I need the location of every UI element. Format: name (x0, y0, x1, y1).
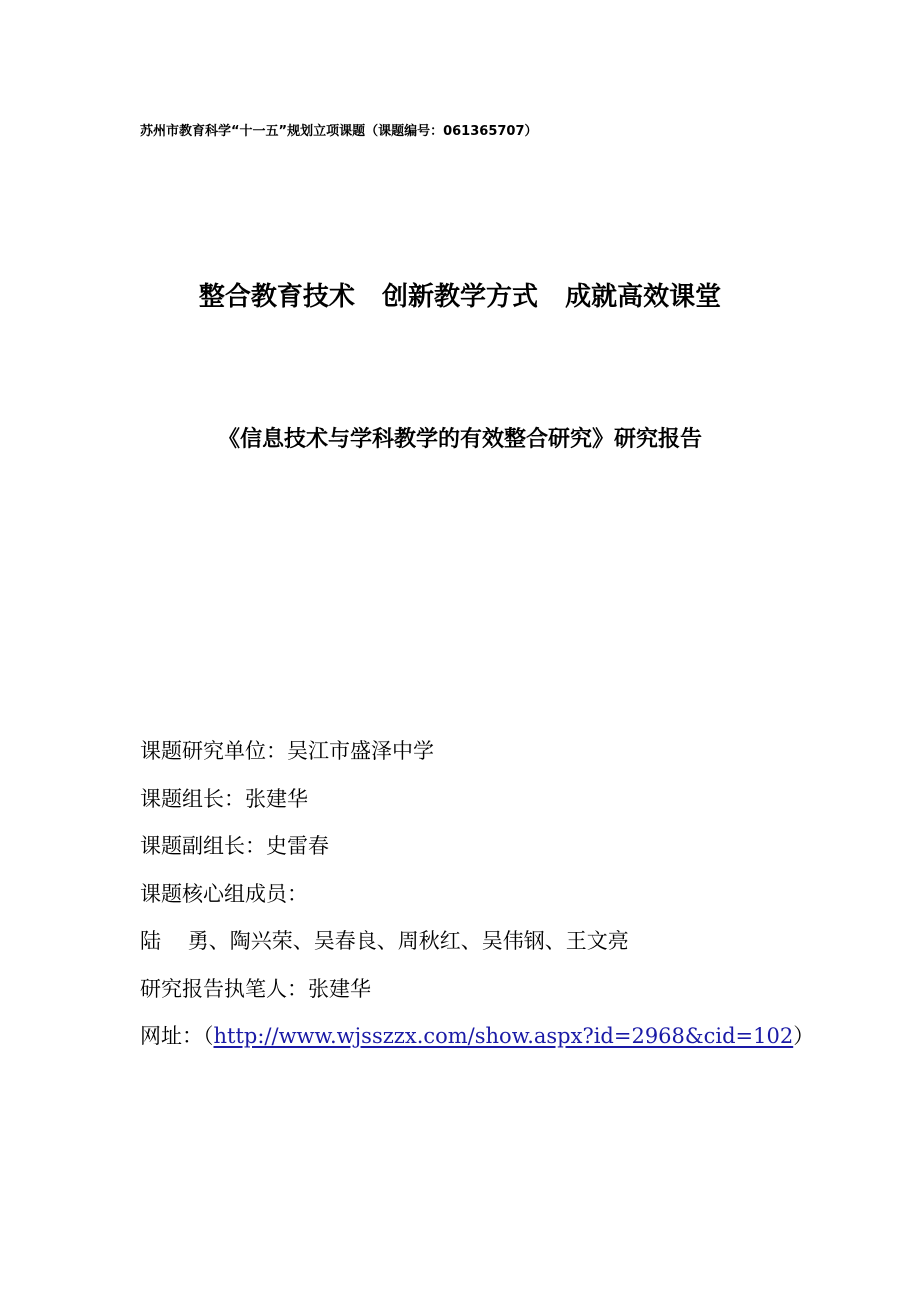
core-members-list: 陆 勇、陶兴荣、吴春良、周秋红、吴伟钢、王文亮 (140, 929, 629, 953)
website-link[interactable]: http://www.wjsszzx.com/show.aspx?id=2968&cid=102 (213, 1024, 794, 1048)
project-info-block (140, 734, 880, 1067)
website-suffix: ） (793, 1024, 815, 1048)
research-unit-line: 课题研究单位：吴江市盛泽中学 (140, 739, 434, 763)
main-title: 整合教育技术 创新教学方式 成就高效课堂 (198, 282, 722, 312)
deputy-leader-line: 课题副组长：史雷春 (140, 834, 329, 858)
website-line (140, 1019, 880, 1067)
report-writer-line: 研究报告执笔人：张建华 (140, 976, 371, 1001)
group-leader-line: 课题组长：张建华 (140, 786, 308, 811)
website-label: 网址：（ (140, 1024, 214, 1048)
report-subtitle: 《信息技术与学科教学的有效整合研究》研究报告 (217, 427, 702, 452)
project-number-header: 苏州市教育科学“十一五”规划立项课题（课题编号：061365707） (140, 124, 538, 139)
core-members-label: 课题核心组成员： (140, 881, 308, 906)
